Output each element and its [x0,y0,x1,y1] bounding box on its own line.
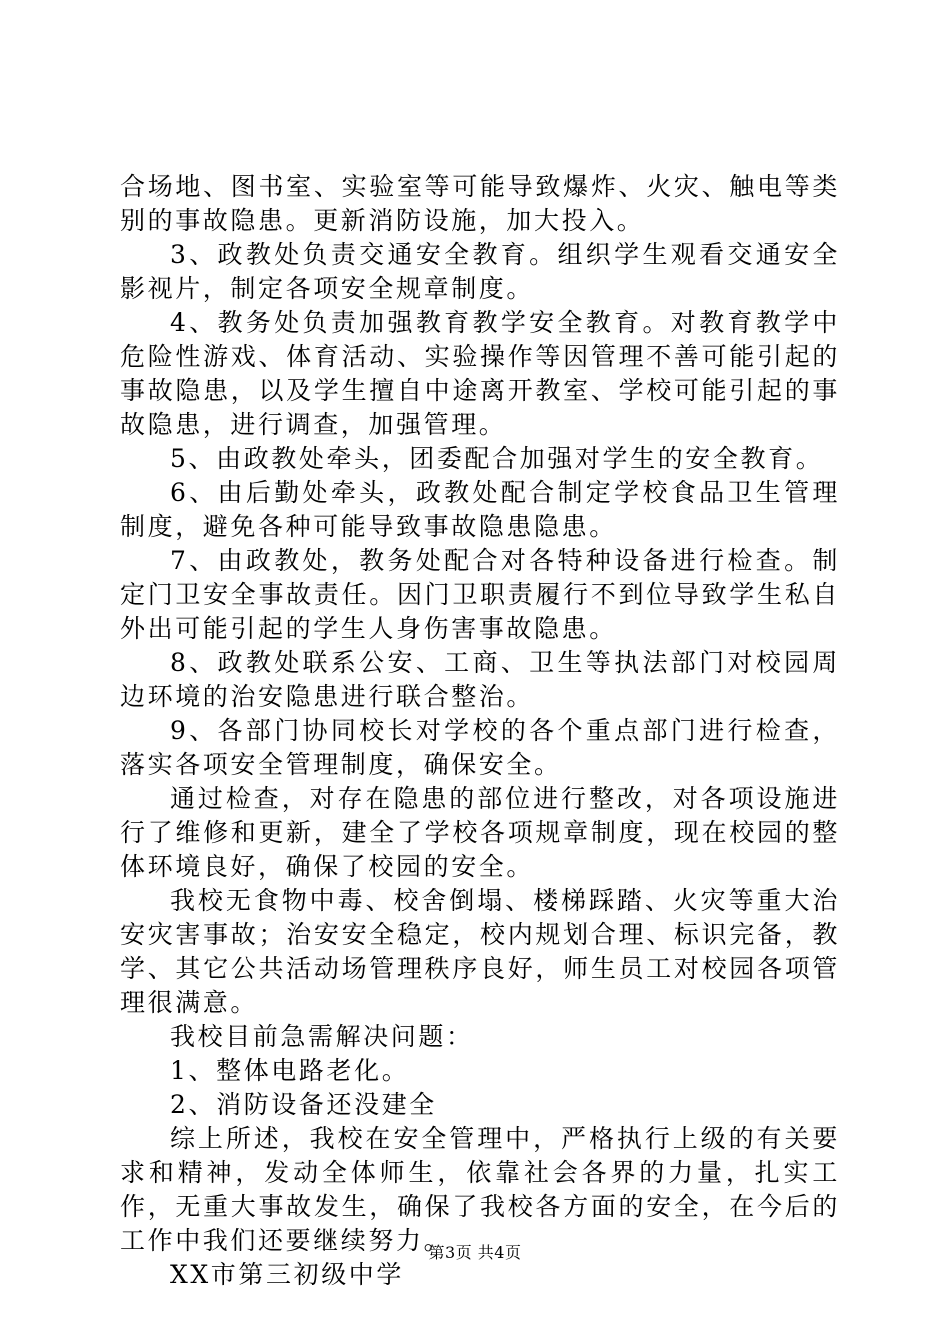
paragraph: 3、政教处负责交通安全教育。组织学生观看交通安全影视片，制定各项安全规章制度。 [120,240,840,303]
paragraph: 7、由政教处，教务处配合对各特种设备进行检查。制定门卫安全事故责任。因门卫职责履行不到位导致学生私自外出可能引起的学生人身伤害事故隐患。 [120,546,840,643]
paragraph: 1、整体电路老化。 [170,1056,410,1085]
signature-line: XX市第三初级中学 [170,1260,404,1289]
paragraph: 通过检查，对存在隐患的部位进行整改，对各项设施进行了维修和更新，建全了学校各项规章制度，现在校园的整体环境良好，确保了校园的安全。 [120,784,840,881]
paragraph: 综上所述，我校在安全管理中，严格执行上级的有关要求和精神，发动全体师生，依靠社会各界的力量，扎实工作，无重大事故发生，确保了我校各方面的安全，在今后的工作中我们还要继续努力。 [120,1124,840,1255]
page-number-footer: 第3页 共4页 [428,1243,522,1262]
paragraph: 5、由政教处牵头，团委配合加强对学生的安全教育。 [170,444,824,473]
paragraph: 4、教务处负责加强教育教学安全教育。对教育教学中危险性游戏、体育活动、实验操作等因管理不善可能引起的事故隐患，以及学生擅自中途离开教室、学校可能引起的事故隐患，进行调查，加强管理。 [120,308,840,439]
paragraph: 合场地、图书室、实验室等可能导致爆炸、火灾、触电等类别的事故隐患。更新消防设施，加大投入。 [120,172,840,235]
paragraph: 6、由后勤处牵头，政教处配合制定学校食品卫生管理制度，避免各种可能导致事故隐患隐患。 [120,478,840,541]
paragraph: 9、各部门协同校长对学校的各个重点部门进行检查，落实各项安全管理制度，确保安全。 [120,716,840,779]
paragraph: 我校目前急需解决问题： [170,1022,474,1051]
paragraph: 我校无食物中毒、校舍倒塌、楼梯踩踏、火灾等重大治安灾害事故；治安安全稳定，校内规划合理、标识完备，教学、其它公共活动场管理秩序良好，师生员工对校园各项管理很满意。 [120,886,840,1017]
document-body [120,170,840,1292]
paragraph: 8、政教处联系公安、工商、卫生等执法部门对校园周边环境的治安隐患进行联合整治。 [120,648,840,711]
paragraph: 2、消防设备还没建全 [170,1090,437,1119]
